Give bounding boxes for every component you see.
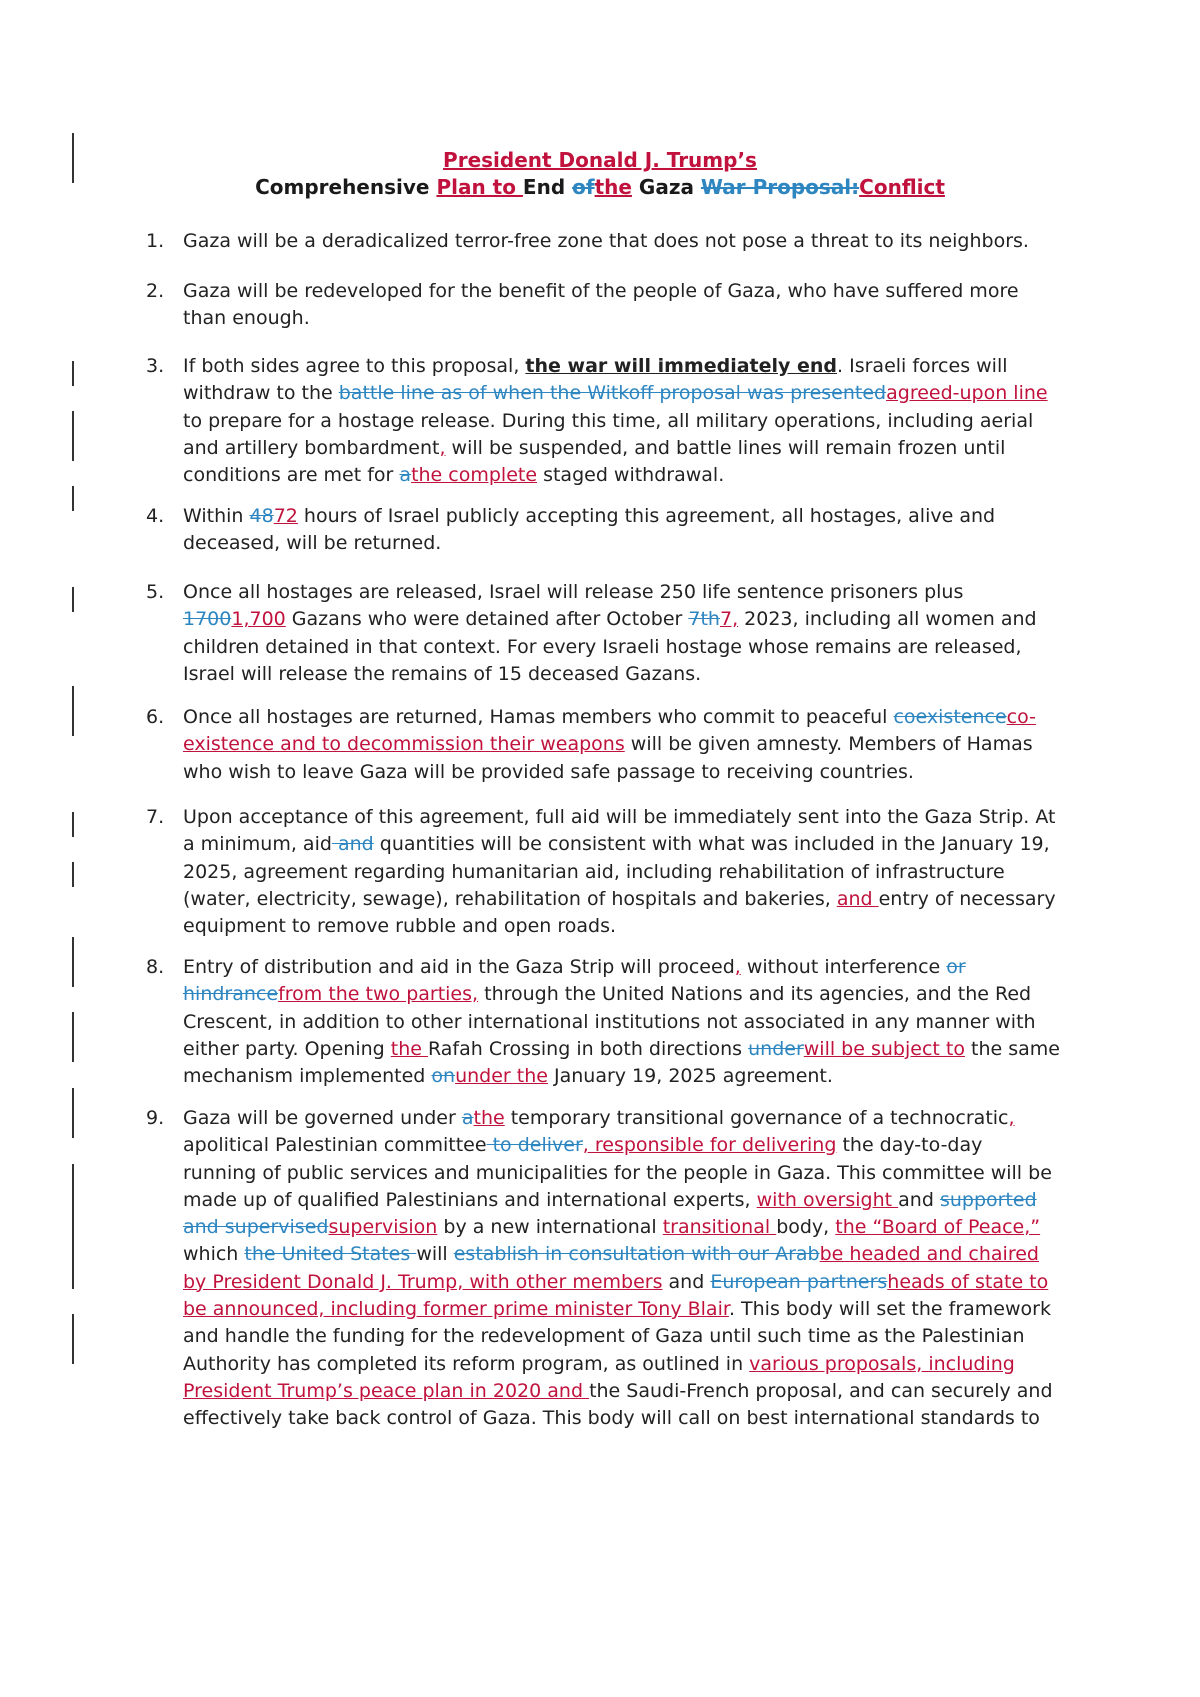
revision-bar [72, 361, 74, 386]
item-text [183, 353, 1061, 489]
item-number: 1. [146, 230, 165, 252]
text-run: Gaza [631, 175, 701, 199]
text-run: Upon acceptance of this agreement, full aid will be immediately sent into the Gaza Strip. At a minimum, aid [183, 806, 1056, 856]
title-line-1: President Donald J. Trump’s [443, 148, 757, 172]
text-run: Gaza will be governed under [183, 1107, 462, 1129]
deleted-text: battle line as of when the Witkoff proposal was presented [338, 382, 887, 405]
inserted-text: the complete [411, 464, 538, 487]
text-run: Entry of distribution and aid in the Gaza Strip will proceed [183, 956, 735, 978]
item-text [183, 579, 1061, 688]
inserted-text: and [836, 887, 879, 910]
deleted-text: and [331, 833, 374, 856]
revision-bar [72, 862, 74, 887]
item-number: 4. [146, 505, 165, 527]
text-run: quantities will be consistent with what was included in the January 19, 2025, agreement regarding humanitarian aid, including rehabilitation of infrastructure (water, electricity, sewage), rehabilitation of hospitals and bakeries, [183, 833, 1050, 910]
inserted-text: will be subject to [803, 1037, 965, 1060]
item-text [183, 704, 1061, 786]
text-run: hours of Israel publicly accepting this agreement, all hostages, alive and deceased, will be returned. [183, 505, 996, 555]
text-run: . Israeli forces will withdraw to the [183, 355, 1008, 405]
document-title [0, 147, 1200, 201]
inserted-text: transitional [662, 1216, 777, 1239]
text-run: . This body will set the framework and handle the funding for the redevelopment of Gaza until such time as the Palestinian Authority has completed its reform program, as outlined in [183, 1298, 1051, 1375]
text-run: apolitical Palestinian committee [183, 1134, 487, 1157]
title-line-2 [0, 174, 1200, 201]
inserted-text: 7, [719, 608, 739, 631]
deleted-text: on [431, 1065, 456, 1088]
deleted-text: 48 [249, 505, 274, 527]
inserted-text: the [473, 1107, 505, 1129]
deleted-text: establish in consultation with our Arab [453, 1243, 820, 1266]
text-run: by a new international [437, 1216, 663, 1239]
item-text [183, 804, 1061, 940]
text-run: staged withdrawal. [537, 464, 725, 487]
deleted-text: a [461, 1107, 474, 1129]
item-number: 2. [146, 280, 165, 302]
revision-bar [72, 587, 74, 612]
deleted-text: to deliver [486, 1134, 583, 1157]
deleted-text: supported and supervised [183, 1188, 1037, 1239]
deleted-text: a [399, 464, 412, 487]
text-run: the Saudi-French proposal, and can securely and effectively take back control of Gaza. This body will call on best international standards to [183, 1379, 1053, 1430]
inserted-text: co-existence and to decommission their weapons [183, 706, 1036, 756]
inserted-text: , [439, 436, 446, 459]
text-run: to prepare for a hostage release. During this time, all military operations, including aerial and artillery bombardment [183, 409, 1034, 459]
revision-bar [72, 937, 74, 987]
emphasized-text: the war will immediately end [525, 355, 838, 377]
deleted-text: European partners [710, 1270, 888, 1293]
inserted-text: the [594, 175, 632, 199]
inserted-text: under the [455, 1065, 548, 1088]
text-run: Once all hostages are released, Israel will release 250 life sentence prisoners plus [183, 581, 964, 603]
revision-bar [72, 686, 74, 736]
text-run: Comprehensive [255, 175, 437, 199]
revision-bar [72, 1088, 74, 1138]
text-run: the same mechanism implemented [183, 1037, 1060, 1088]
inserted-text: from the two parties, [278, 983, 479, 1006]
text-run: entry of necessary equipment to remove rubble and open roads. [183, 887, 1056, 938]
inserted-text: , [1008, 1107, 1015, 1129]
revision-bar [72, 812, 74, 837]
deleted-text: under [748, 1037, 804, 1060]
inserted-text: 1,700 [231, 608, 286, 631]
text-run: 2023, including all women and children detained in that context. For every Israeli hostage whose remains are released, Israel will release the remains of 15 deceased Gazans. [183, 608, 1037, 685]
text-run: January 19, 2025 agreement. [547, 1065, 833, 1088]
item-number: 9. [146, 1107, 165, 1129]
text-run: Once all hostages are returned, Hamas members who commit to peaceful [183, 706, 894, 728]
text-run: through the United Nations and its agencies, and the Red Crescent, in addition to other international institutions not associated in any manner with either party. Opening [183, 983, 1036, 1060]
text-run: End [522, 175, 573, 199]
revision-bar [72, 486, 74, 511]
item-number: 8. [146, 956, 165, 978]
inserted-text: 72 [273, 505, 298, 527]
inserted-text: agreed-upon line [886, 382, 1048, 405]
inserted-text: the “Board of Peace,” [835, 1216, 1041, 1239]
deleted-text: the United States [244, 1243, 417, 1266]
item-number: 3. [146, 355, 165, 377]
item-number: 7. [146, 806, 165, 828]
item-number: 6. [146, 706, 165, 728]
text-run: will [416, 1243, 454, 1266]
text-run: the day-to-day running of public services and municipalities for the people in Gaza. This committee will be made up of qualified Palestinians and international experts, [183, 1134, 1052, 1211]
text-run: Within [183, 505, 250, 527]
revision-bar [72, 411, 74, 461]
item-text [183, 954, 1061, 1090]
inserted-text: , [734, 956, 741, 978]
deleted-text: of [572, 175, 595, 199]
deleted-text: 7th [688, 608, 720, 631]
inserted-text: with oversight [756, 1188, 899, 1211]
text-run: Gaza will be a deradicalized terror-free zone that does not pose a threat to its neighbors. [183, 230, 1029, 252]
text-run: Gaza will be redeveloped for the benefit of the people of Gaza, who have suffered more than enough. [183, 280, 1019, 330]
text-run: which [183, 1243, 245, 1266]
revision-bar [72, 1314, 74, 1364]
inserted-text: Plan to [436, 175, 523, 199]
text-run: Rafah Crossing in both directions [427, 1037, 749, 1060]
item-text [183, 228, 1061, 255]
text-run: body, [776, 1216, 836, 1239]
inserted-text: , responsible for delivering [582, 1134, 837, 1157]
deleted-text: coexistence [893, 706, 1007, 728]
text-run: and [898, 1188, 940, 1211]
revision-bar [72, 1012, 74, 1062]
revision-bar [72, 1164, 74, 1289]
text-run: If both sides agree to this proposal, [183, 355, 526, 377]
inserted-text: heads of state to be announced, including former prime minister Tony Blair [183, 1270, 1049, 1321]
text-run: will be given amnesty. Members of Hamas who wish to leave Gaza will be provided safe passage to receiving countries. [183, 733, 1033, 783]
item-number: 5. [146, 581, 165, 603]
deleted-text: or hindrance [183, 956, 966, 1006]
inserted-text: the [390, 1037, 428, 1060]
inserted-text: various proposals, including President Trump’s peace plan in 2020 and [183, 1352, 1015, 1402]
text-run: temporary transitional governance of a technocratic [504, 1107, 1009, 1129]
deleted-text: War Proposal: [700, 175, 860, 199]
inserted-text: Conflict [859, 175, 945, 199]
inserted-text: be headed and chaired by President Donald J. Trump, with other members [183, 1243, 1039, 1293]
item-text [183, 503, 1061, 558]
inserted-text: supervision [328, 1216, 438, 1239]
text-run: without interference [740, 956, 947, 978]
text-run: Gazans who were detained after October [285, 608, 689, 631]
item-text [183, 1105, 1061, 1433]
text-run: will be suspended, and battle lines will remain frozen until conditions are met for [183, 436, 1006, 487]
text-run: and [662, 1270, 711, 1293]
deleted-text: 1700 [183, 608, 232, 631]
item-text [183, 278, 1061, 333]
